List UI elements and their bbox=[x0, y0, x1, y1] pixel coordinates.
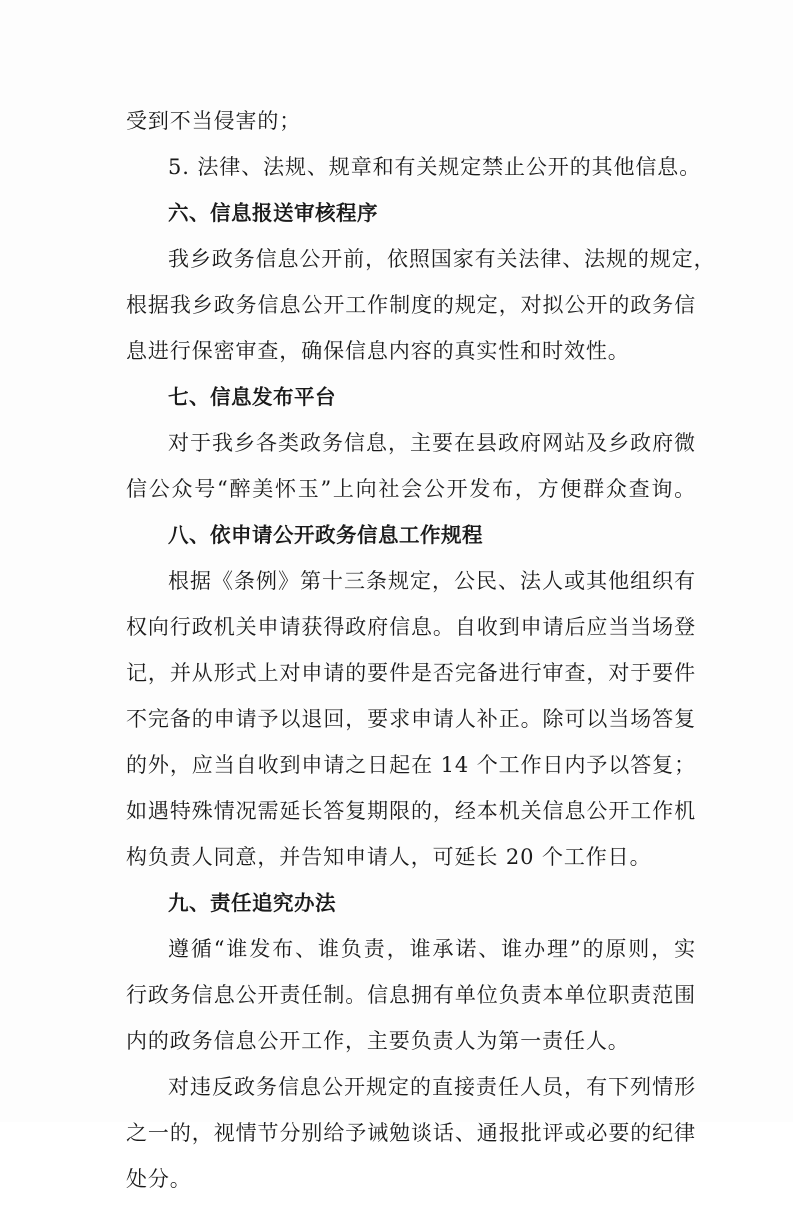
section-heading: 九、责任追究办法 bbox=[168, 891, 336, 915]
document-body bbox=[126, 104, 716, 1208]
text-line: 根据我乡政务信息公开工作制度的规定，对拟公开的政务信 bbox=[126, 293, 696, 317]
text-line: 遵循“谁发布、谁负责，谁承诺、谁办理”的原则，实 bbox=[168, 937, 696, 961]
text-line: 如遇特殊情况需延长答复期限的，经本机关信息公开工作机 bbox=[126, 799, 696, 823]
text-line: 之一的，视情节分别给予诫勉谈话、通报批评或必要的纪律 bbox=[126, 1121, 696, 1145]
text-line: 不完备的申请予以退回，要求申请人补正。除可以当场答复 bbox=[126, 707, 696, 731]
text-line: 对违反政务信息公开规定的直接责任人员，有下列情形 bbox=[168, 1075, 696, 1099]
text-line: 5. 法律、法规、规章和有关规定禁止公开的其他信息。 bbox=[168, 155, 702, 179]
section-heading: 六、信息报送审核程序 bbox=[168, 201, 378, 225]
text-line: 权向行政机关申请获得政府信息。自收到申请后应当当场登 bbox=[126, 615, 696, 639]
text-line: 行政务信息公开责任制。信息拥有单位负责本单位职责范围 bbox=[126, 983, 696, 1007]
text-line: 受到不当侵害的； bbox=[126, 109, 302, 133]
section-heading: 八、依申请公开政务信息工作规程 bbox=[168, 523, 483, 547]
text-line: 我乡政务信息公开前，依照国家有关法律、法规的规定， bbox=[168, 247, 716, 271]
text-line: 的外，应当自收到申请之日起在 14 个工作日内予以答复； bbox=[126, 753, 696, 777]
text-line: 记，并从形式上对申请的要件是否完备进行审查，对于要件 bbox=[126, 661, 696, 685]
text-line: 信公众号“醉美怀玉”上向社会公开发布，方便群众查询。 bbox=[126, 477, 696, 501]
text-line: 对于我乡各类政务信息，主要在县政府网站及乡政府微 bbox=[168, 431, 696, 455]
section-heading: 七、信息发布平台 bbox=[168, 385, 336, 409]
text-line: 息进行保密审查，确保信息内容的真实性和时效性。 bbox=[126, 339, 630, 363]
text-line: 构负责人同意，并告知申请人，可延长 20 个工作日。 bbox=[126, 845, 652, 869]
text-line: 根据《条例》第十三条规定，公民、法人或其他组织有 bbox=[168, 569, 696, 593]
text-line: 处分。 bbox=[126, 1167, 192, 1191]
text-line: 内的政务信息公开工作，主要负责人为第一责任人。 bbox=[126, 1029, 630, 1053]
